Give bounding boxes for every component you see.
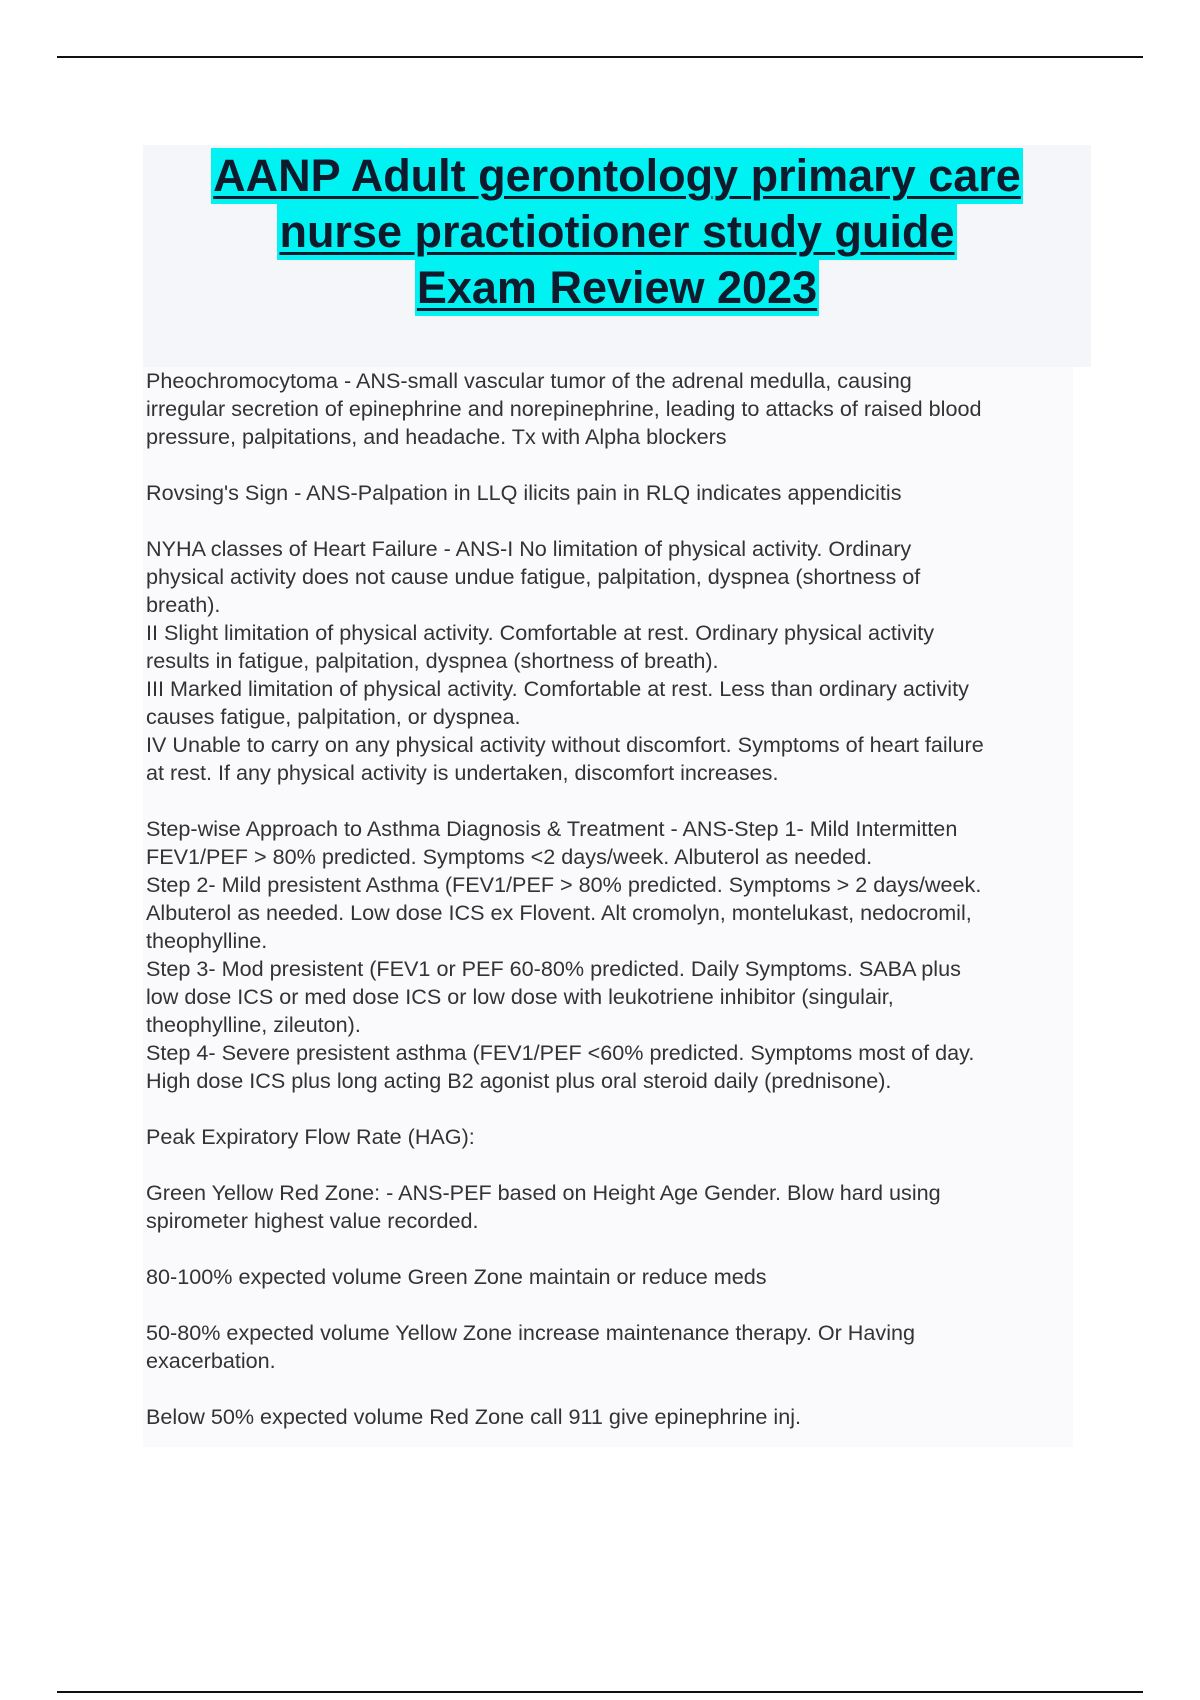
title-line-3: Exam Review 2023 <box>415 260 819 316</box>
document-title <box>143 148 1091 316</box>
entry-line: Green Yellow Red Zone: - ANS-PEF based on Height Age Gender. Blow hard using <box>146 1180 941 1205</box>
entry-line: III Marked limitation of physical activity. Comfortable at rest. Less than ordinary activity <box>146 676 969 701</box>
top-rule <box>57 56 1143 58</box>
bottom-rule <box>57 1691 1143 1693</box>
entry-line: Below 50% expected volume Red Zone call 911 give epinephrine inj. <box>146 1404 802 1429</box>
entry-line: Pheochromocytoma - ANS-small vascular tumor of the adrenal medulla, causing <box>146 368 912 393</box>
entry-yellow-zone <box>146 1319 1091 1375</box>
entry-line: exacerbation. <box>146 1348 276 1373</box>
entry-line: theophylline. <box>146 928 268 953</box>
entry-line: pressure, palpitations, and headache. Tx with Alpha blockers <box>146 424 727 449</box>
entry-nyha <box>146 535 1091 787</box>
entry-line: Step-wise Approach to Asthma Diagnosis & Treatment - ANS-Step 1- Mild Intermitten <box>146 816 958 841</box>
entry-line: irregular secretion of epinephrine and norepinephrine, leading to attacks of raised blood <box>146 396 982 421</box>
entry-line: Albuterol as needed. Low dose ICS ex Flovent. Alt cromolyn, montelukast, nedocromil, <box>146 900 972 925</box>
entry-line: Step 4- Severe presistent asthma (FEV1/PEF <60% predicted. Symptoms most of day. <box>146 1040 975 1065</box>
entry-line: spirometer highest value recorded. <box>146 1208 479 1233</box>
entry-line: FEV1/PEF > 80% predicted. Symptoms <2 days/week. Albuterol as needed. <box>146 844 873 869</box>
title-line-2: nurse practiotioner study guide <box>277 204 956 260</box>
entry-asthma <box>146 815 1091 1095</box>
entry-line: NYHA classes of Heart Failure - ANS-I No limitation of physical activity. Ordinary <box>146 536 912 561</box>
document-body <box>146 367 1091 1459</box>
entry-line: Peak Expiratory Flow Rate (HAG): <box>146 1124 475 1149</box>
entry-line: 80-100% expected volume Green Zone maintain or reduce meds <box>146 1264 767 1289</box>
entry-line: 50-80% expected volume Yellow Zone increase maintenance therapy. Or Having <box>146 1320 916 1345</box>
entry-peak-flow <box>146 1123 1091 1151</box>
entry-green-zone <box>146 1263 1091 1291</box>
entry-line: low dose ICS or med dose ICS or low dose with leukotriene inhibitor (singulair, <box>146 984 894 1009</box>
entry-line: IV Unable to carry on any physical activity without discomfort. Symptoms of heart failure <box>146 732 984 757</box>
entry-line: Step 2- Mild presistent Asthma (FEV1/PEF > 80% predicted. Symptoms > 2 days/week. <box>146 872 982 897</box>
title-line-1: AANP Adult gerontology primary care <box>211 148 1023 204</box>
entry-line: breath). <box>146 592 221 617</box>
entry-line: theophylline, zileuton). <box>146 1012 361 1037</box>
entry-line: at rest. If any physical activity is undertaken, discomfort increases. <box>146 760 779 785</box>
entry-zones <box>146 1179 1091 1235</box>
entry-line: physical activity does not cause undue fatigue, palpitation, dyspnea (shortness of <box>146 564 921 589</box>
entry-line: causes fatigue, palpitation, or dyspnea. <box>146 704 521 729</box>
entry-line: Rovsing's Sign - ANS-Palpation in LLQ ilicits pain in RLQ indicates appendicitis <box>146 480 902 505</box>
entry-pheochromocytoma <box>146 367 1091 451</box>
entry-line: II Slight limitation of physical activity. Comfortable at rest. Ordinary physical activity <box>146 620 935 645</box>
entry-red-zone <box>146 1403 1091 1431</box>
entry-rovsing <box>146 479 1091 507</box>
entry-line: results in fatigue, palpitation, dyspnea (shortness of breath). <box>146 648 719 673</box>
entry-line: High dose ICS plus long acting B2 agonist plus oral steroid daily (prednisone). <box>146 1068 892 1093</box>
entry-line: Step 3- Mod presistent (FEV1 or PEF 60-80% predicted. Daily Symptoms. SABA plus <box>146 956 961 981</box>
